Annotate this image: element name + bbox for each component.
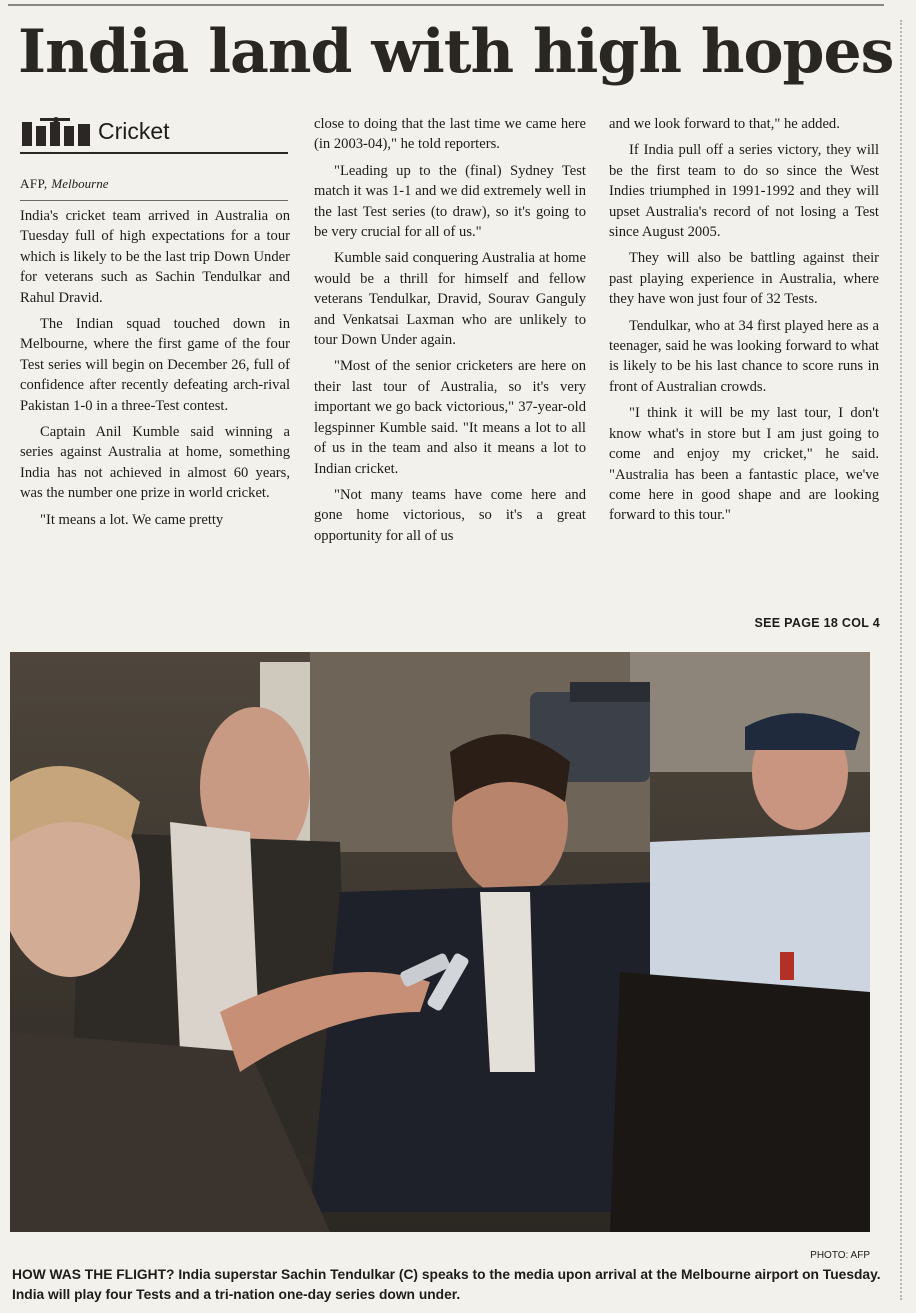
caption-body: India superstar Sachin Tendulkar (C) speaks to the media upon arrival at the Melbourne airport on Tuesday. India will play four Tests and a tri-nation one-day series down under. (12, 1267, 881, 1302)
paragraph: and we look forward to that," he added. (609, 116, 840, 132)
paragraph: "I think it will be my last tour, I don't know what's in store but I am just going to come and enjoy my cricket," he said. "Australia has been a fantastic place, we've come here in good shape and are looking forward to this tour." (609, 405, 879, 524)
paragraph: close to doing that the last time we came here (in 2003-04)," he told reporters. (314, 116, 586, 153)
section-tag (20, 110, 288, 156)
paragraph: They will also be battling against their past playing experience in Australia, where they have won just four of 32 Tests. (609, 250, 879, 308)
paragraph: Tendulkar, who at 34 first played here as a teenager, said he was looking forward to what is likely to be his last chance to score runs in front of Australian crowds. (609, 317, 879, 395)
photo-credit: PHOTO: AFP (810, 1250, 870, 1261)
news-photo (10, 652, 870, 1232)
caption-lead: HOW WAS THE FLIGHT? (12, 1267, 175, 1282)
article-column-2 (314, 114, 586, 552)
paragraph: "Not many teams have come here and gone home victorious, so it's a great opportunity for all of us (314, 486, 586, 544)
paragraph: "It means a lot. We came pretty (40, 511, 224, 528)
photo-caption (12, 1265, 882, 1305)
headline: India land with high hopes (18, 17, 894, 87)
top-rule (8, 4, 884, 6)
cricket-bat-wicket-icon (20, 116, 94, 148)
photo-illustration (10, 652, 870, 1232)
continued-on-link[interactable]: SEE PAGE 18 COL 4 (754, 616, 880, 630)
paragraph: "Most of the senior cricketers are here on their last tour of Australia, so it's very important we go back victorious," 37-year-old legspinner Kumble said. "It means a lot to all of us in the team and also it means a lot to Indian cricket. (314, 358, 586, 477)
paragraph: India's cricket team arrived in Australia on Tuesday full of high expectations for a tour which is likely to be the last trip Down Under for veterans such as Sachin Tendulkar and Rahul Dravid. (20, 208, 290, 306)
byline-agency: AFP, (20, 176, 48, 191)
paragraph: "Leading up to the (final) Sydney Test match it was 1-1 and we did extremely well in the last Test series (to draw), so it's going to be very crucial for all of us." (314, 162, 586, 241)
page-edge-border (900, 20, 902, 1300)
byline-rule (20, 200, 288, 201)
section-rule (20, 152, 288, 154)
paragraph: Kumble said conquering Australia at home would be a thrill for himself and fellow veterans Tendulkar, Dravid, Sourav Ganguly and Venkatsai Laxman who are unlikely to tour Down Under again. (314, 250, 586, 349)
section-label: Cricket (98, 118, 170, 144)
paragraph: Captain Anil Kumble said winning a series against Australia at home, something India has not achieved in almost 60 years, was the number one prize in world cricket. (20, 424, 290, 502)
article-column-3 (609, 114, 879, 532)
paragraph: If India pull off a series victory, they will be the first team to do so since the West Indies triumphed in 1991-1992 and they will upset Australia's record of not losing a Test since August 2005. (609, 142, 879, 241)
article-column-1 (20, 206, 290, 536)
paragraph: The Indian squad touched down in Melbourne, where the first game of the four Test series will begin on December 26, full of confidence after recently defeating arch-rival Pakistan 1-0 in a three-Test contest. (20, 316, 290, 414)
byline-city: Melbourne (51, 176, 109, 191)
byline (20, 176, 288, 192)
